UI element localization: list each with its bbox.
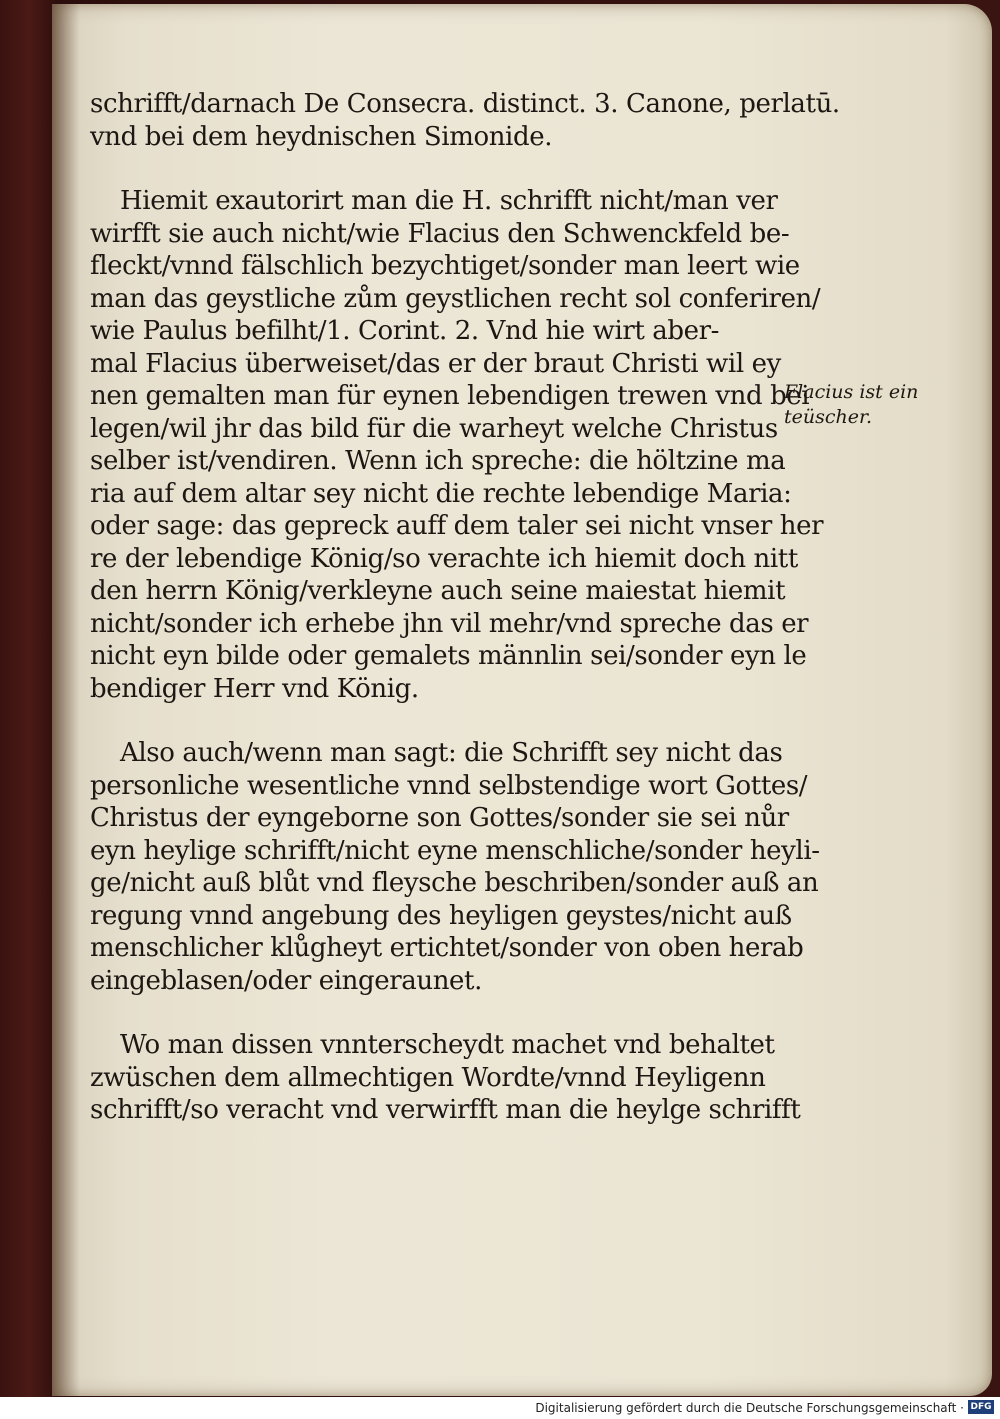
marginal-note — [784, 380, 934, 430]
text-line: Christus der eyngeborne son Gottes/sonder sie sei nůr — [90, 803, 789, 833]
text-line: selber ist/vendiren. Wenn ich spreche: die höltzine ma — [90, 446, 786, 476]
text-line: regung vnnd angebung des heyligen geystes/nicht auß — [90, 900, 792, 931]
text-line: nicht eyn bilde oder gemalets männlin sei/sonder eyn le — [90, 641, 807, 671]
text-line: oder sage: das gepreck auff dem taler sei nicht vnser her — [90, 511, 824, 541]
text-line: wie Paulus befilht/1. Corint. 2. Vnd hie wirt aber- — [90, 316, 720, 346]
footer-bar — [0, 1397, 1000, 1419]
text-line: mal Flacius überweiset/das er der braut Christi wil ey — [90, 348, 781, 379]
paragraph-3 — [90, 737, 820, 997]
text-line: legen/wil jhr das bild für die warheyt welche Christus — [90, 413, 778, 444]
text-line: ria auf dem altar sey nicht die rechte lebendige Maria: — [90, 478, 792, 509]
page-gutter-shadow — [52, 4, 80, 1396]
text-line: ge/nicht auß blůt vnd fleysche beschriben/sonder auß an — [90, 868, 819, 898]
text-line: fleckt/vnnd fälschlich bezychtiget/sonder man leert wie — [90, 251, 800, 281]
text-line: nen gemalten man für eynen lebendigen trewen vnd bei — [90, 381, 810, 411]
text-line: schrifft/so veracht vnd verwirfft man die heylge schrifft — [90, 1095, 801, 1125]
text-line: Wo man dissen vnnterscheydt machet vnd behaltet — [120, 1030, 775, 1060]
text-line: zwüschen dem allmechtigen Wordte/vnnd Heyligenn — [90, 1062, 766, 1093]
marginal-note-line: teüscher. — [784, 406, 873, 428]
text-line: vnd bei dem heydnischen Simonide. — [90, 121, 553, 152]
dfg-logo: DFG — [968, 1400, 994, 1414]
text-line: eingeblasen/oder eingeraunet. — [90, 965, 482, 996]
paragraph-4 — [90, 1029, 801, 1127]
text-line: schrifft/darnach De Consecra. distinct. 3. Canone, perlatū. — [90, 89, 840, 119]
marginal-note-line: Flacius ist ein — [784, 381, 919, 403]
text-line: Hiemit exautorirt man die H. schrifft nicht/man ver — [120, 186, 778, 216]
paragraph-2 — [90, 185, 824, 705]
text-line: man das geystliche zům geystlichen recht sol conferiren/ — [90, 283, 821, 314]
text-line: re der lebendige König/so verachte ich hiemit doch nitt — [90, 543, 798, 574]
text-line: Also auch/wenn man sagt: die Schrifft sey nicht das — [120, 738, 783, 768]
text-line: personliche wesentliche vnnd selbstendige wort Gottes/ — [90, 770, 808, 801]
text-line: bendiger Herr vnd König. — [90, 673, 419, 704]
text-line: menschlicher klůgheyt ertichtet/sonder von oben herab — [90, 933, 804, 963]
text-line: eyn heylige schrifft/nicht eyne menschliche/sonder heyli- — [90, 835, 820, 866]
text-line: wirfft sie auch nicht/wie Flacius den Schwenckfeld be- — [90, 218, 790, 249]
text-line: nicht/sonder ich erhebe jhn vil mehr/vnd spreche das er — [90, 608, 809, 639]
text-line: den herrn König/verkleyne auch seine maiestat hiemit — [90, 576, 786, 606]
paragraph-1 — [90, 88, 840, 153]
footer-credit: Digitalisierung gefördert durch die Deutsche Forschungsgemeinschaft · — [535, 1401, 964, 1415]
